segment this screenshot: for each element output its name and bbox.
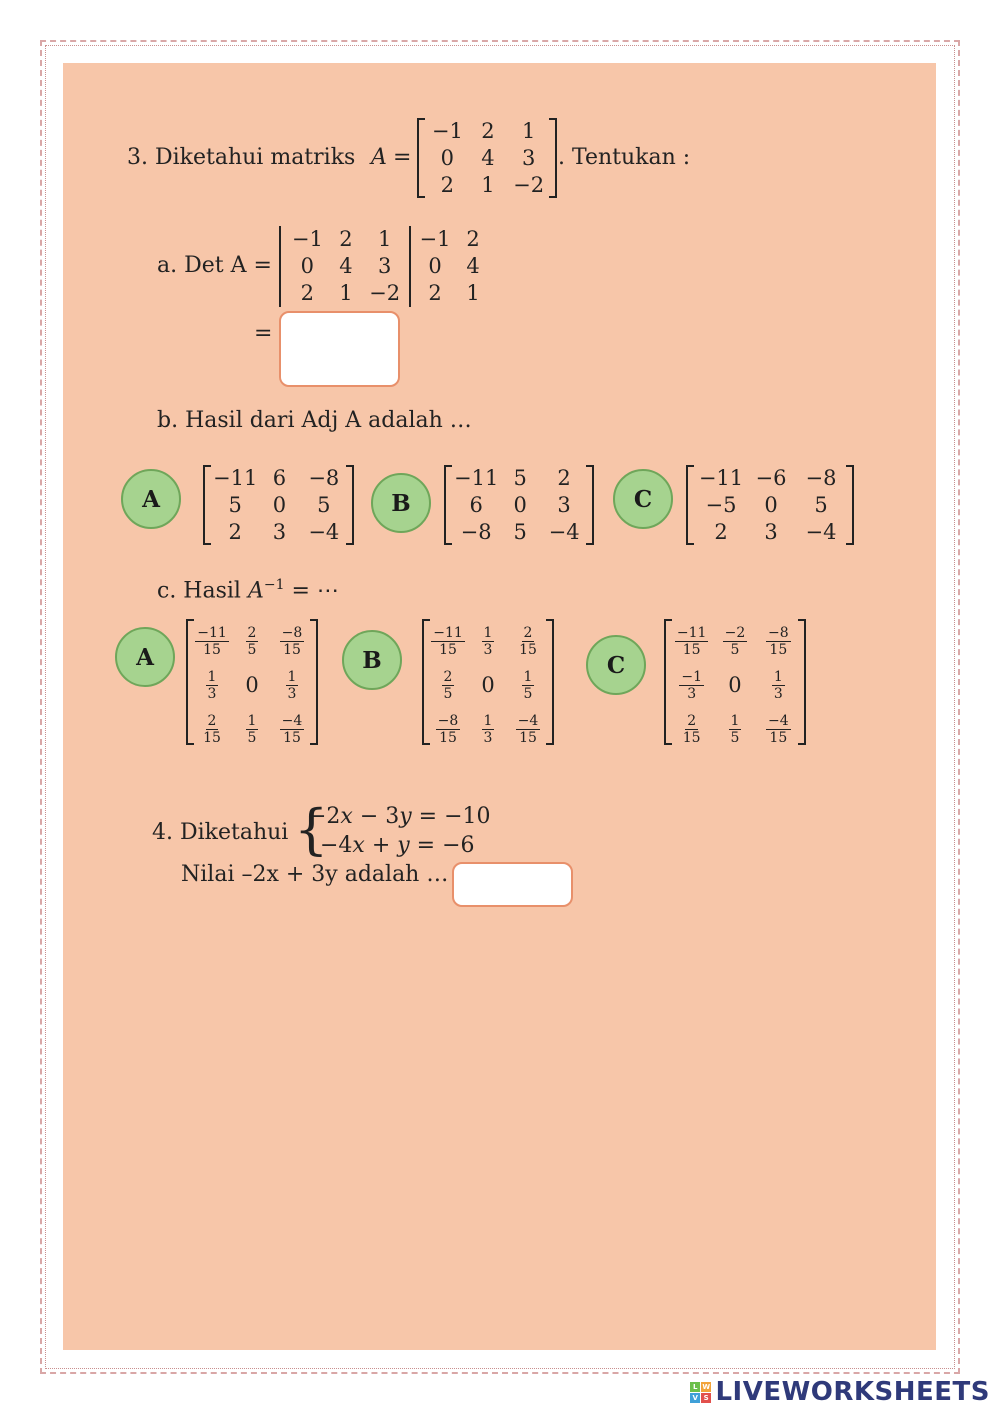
matrix-cell: 0 — [428, 254, 442, 278]
bracket-left — [664, 619, 672, 745]
bracket-right — [846, 465, 854, 545]
matrix-cell: $\frac{1}{5}$ — [247, 712, 257, 746]
matrix-cell: $\frac{1}{3}$ — [287, 668, 297, 702]
bracket-left — [422, 619, 430, 745]
q3-var-a: A — [371, 145, 387, 170]
q3b-label: b. Hasil dari Adj A adalah … — [157, 408, 472, 433]
matrix-cell: −5 — [705, 493, 737, 517]
matrix-cell: 2 — [440, 173, 455, 197]
determinant-bar-right — [409, 226, 411, 307]
matrix-cell: 6 — [469, 493, 483, 517]
matrix-cell: −8 — [460, 520, 492, 544]
matrix-cell: 1 — [521, 119, 536, 143]
matrix-cell: 1 — [377, 227, 392, 251]
bracket-right — [546, 619, 554, 745]
matrix-cell: 0 — [481, 673, 495, 697]
matrix-cell: −2 — [513, 173, 545, 197]
matrix-cell: 1 — [481, 173, 495, 197]
adj-option-b-matrix — [444, 465, 594, 545]
matrix-cell: −4 — [805, 520, 837, 544]
determinant-extension — [416, 226, 492, 307]
inverse-option-b-button[interactable]: B — [342, 630, 402, 690]
matrix-cell: 4 — [339, 254, 353, 278]
matrix-cell: $\frac{2}{5}$ — [247, 624, 257, 658]
q3-intro: 3. Diketahui matriks — [127, 145, 356, 170]
matrix-cell: −4 — [308, 520, 340, 544]
matrix-cell: −1 — [419, 227, 451, 251]
matrix-cell: $\frac{1}{3}$ — [773, 668, 783, 702]
bracket-right — [798, 619, 806, 745]
matrix-cell: 0 — [513, 493, 527, 517]
matrix-cell: $\frac{1}{5}$ — [523, 668, 533, 702]
matrix-cell: $\frac{1}{3}$ — [483, 624, 493, 658]
matrix-cell: $\frac{2}{5}$ — [443, 668, 453, 702]
inverse-option-a-matrix — [186, 619, 318, 745]
matrix-cell: $\frac{-2}{5}$ — [724, 624, 746, 658]
matrix-cell: −4 — [548, 520, 580, 544]
matrix-cell: 5 — [814, 493, 828, 517]
matrix-cell: 0 — [440, 146, 455, 170]
matrix-cell: −6 — [755, 466, 787, 490]
liveworksheets-logo: L W V S LIVEWORKSHEETS — [690, 1377, 990, 1407]
adj-option-b-button[interactable]: B — [371, 473, 431, 533]
bracket-left — [203, 465, 211, 545]
matrix-cell: $\frac{2}{15}$ — [519, 624, 537, 658]
matrix-cell: −2 — [369, 281, 401, 305]
matrix-cell: 3 — [764, 520, 778, 544]
inverse-option-c-matrix — [664, 619, 806, 745]
bracket-left — [444, 465, 452, 545]
matrix-cell: $\frac{-4}{15}$ — [517, 712, 539, 746]
matrix-cell: −1 — [431, 119, 463, 143]
bracket-right — [310, 619, 318, 745]
q4-equation-2: −4𝑥 + 𝑦 = −6 — [320, 833, 475, 858]
q4-equation-1: −2𝑥 − 3𝑦 = −10 — [308, 804, 491, 829]
matrix-cell: 0 — [728, 673, 742, 697]
determinant-matrix — [278, 226, 412, 307]
q3a-equals: = — [254, 321, 273, 346]
adj-option-a-matrix — [203, 465, 354, 545]
bracket-right — [346, 465, 354, 545]
matrix-cell: −11 — [698, 466, 744, 490]
system-brace: { — [294, 798, 329, 861]
matrix-a — [417, 118, 557, 198]
matrix-cell: 2 — [228, 520, 242, 544]
matrix-cell: −8 — [805, 466, 837, 490]
q3-tentukan: . Tentukan : — [558, 145, 691, 170]
det-answer-input[interactable] — [279, 311, 400, 387]
matrix-cell: 2 — [428, 281, 442, 305]
matrix-cell: $\frac{-8}{15}$ — [768, 624, 789, 658]
matrix-cell: 3 — [377, 254, 392, 278]
matrix-cell: $\frac{-11}{15}$ — [197, 624, 227, 658]
inverse-option-a-button[interactable]: A — [115, 627, 175, 687]
matrix-cell: 4 — [466, 254, 480, 278]
matrix-cell: $\frac{1}{3}$ — [483, 712, 493, 746]
matrix-cell: 5 — [228, 493, 242, 517]
q3a-label: a. Det A = — [157, 253, 272, 278]
matrix-cell: 4 — [481, 146, 495, 170]
matrix-cell: 1 — [339, 281, 353, 305]
inverse-option-c-button[interactable]: C — [586, 635, 646, 695]
matrix-cell: $\frac{-11}{15}$ — [676, 624, 707, 658]
matrix-cell: 0 — [272, 493, 287, 517]
matrix-cell: $\frac{2}{15}$ — [203, 712, 221, 746]
q4-answer-input[interactable] — [452, 862, 573, 907]
adj-option-a-button[interactable]: A — [121, 469, 181, 529]
matrix-cell: 2 — [714, 520, 728, 544]
matrix-cell: 1 — [466, 281, 480, 305]
matrix-cell: $\frac{-8}{15}$ — [437, 712, 459, 746]
matrix-cell: −11 — [213, 466, 258, 490]
matrix-cell: 6 — [272, 466, 287, 490]
matrix-cell: 3 — [272, 520, 287, 544]
liveworksheets-logo-icon: L W V S — [690, 1382, 711, 1403]
determinant-bar-left — [279, 226, 281, 307]
matrix-cell: $\frac{2}{15}$ — [682, 712, 701, 746]
matrix-cell: 5 — [513, 520, 527, 544]
matrix-cell: 5 — [317, 493, 331, 517]
matrix-cell: $\frac{-1}{3}$ — [681, 668, 702, 702]
q3c-label: c. Hasil $A^{-1}$ = ⋯ — [157, 577, 339, 604]
matrix-cell: −11 — [454, 466, 499, 490]
q3-equals: = — [393, 145, 412, 170]
q4-question: Nilai –2x + 3y adalah … — [181, 862, 449, 887]
inverse-option-b-matrix — [422, 619, 554, 745]
bracket-right — [586, 465, 594, 545]
matrix-cell: $\frac{-4}{15}$ — [768, 712, 789, 746]
bracket-left — [417, 118, 425, 198]
matrix-cell: $\frac{1}{3}$ — [207, 668, 217, 702]
matrix-cell: 2 — [481, 119, 495, 143]
matrix-cell: $\frac{1}{5}$ — [730, 712, 740, 746]
matrix-cell: 2 — [557, 466, 571, 490]
matrix-cell: 2 — [466, 227, 480, 251]
matrix-cell: 0 — [764, 493, 778, 517]
bracket-left — [686, 465, 694, 545]
bracket-left — [186, 619, 194, 745]
matrix-cell: 2 — [339, 227, 353, 251]
matrix-cell: 3 — [521, 146, 536, 170]
matrix-cell: 0 — [245, 673, 259, 697]
adj-option-c-button[interactable]: C — [613, 469, 673, 529]
q4-intro: 4. Diketahui — [152, 820, 289, 845]
matrix-cell: $\frac{-8}{15}$ — [281, 624, 303, 658]
matrix-cell: 3 — [557, 493, 571, 517]
matrix-cell: 0 — [300, 254, 315, 278]
adj-option-c-matrix — [686, 465, 854, 545]
matrix-cell: −8 — [308, 466, 340, 490]
matrix-cell: 2 — [300, 281, 315, 305]
matrix-cell: 5 — [513, 466, 527, 490]
bracket-right — [549, 118, 557, 198]
matrix-cell: −1 — [291, 227, 323, 251]
matrix-cell: $\frac{-11}{15}$ — [433, 624, 463, 658]
matrix-cell: $\frac{-4}{15}$ — [281, 712, 303, 746]
